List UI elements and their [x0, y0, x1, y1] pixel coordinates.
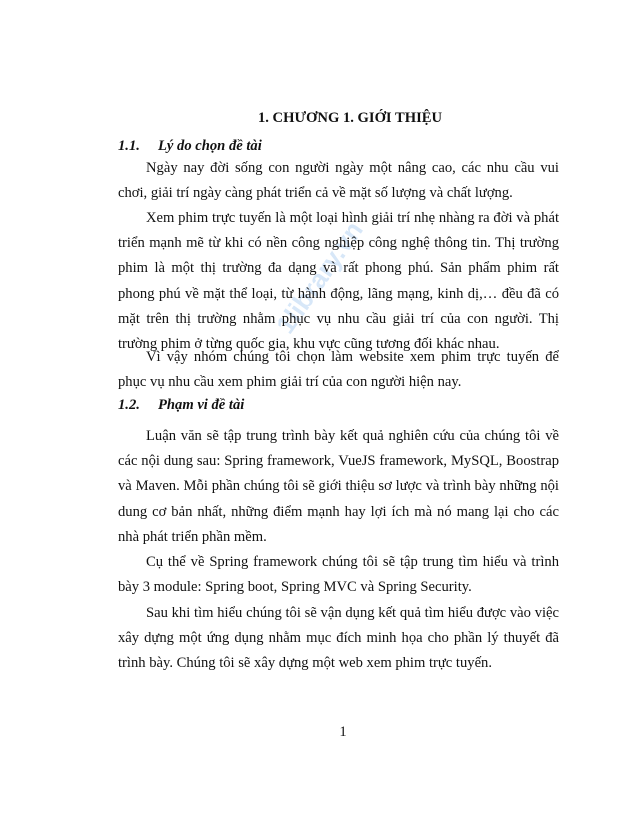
- section-title: Lý do chọn đề tài: [158, 138, 262, 154]
- section-heading-1-1: [118, 138, 262, 155]
- section-number: 1.2.: [118, 397, 140, 413]
- paragraph: Cụ thể về Spring framework chúng tôi sẽ tập trung tìm hiểu và trình bày 3 module: Spring boot, Spring MVC và Spring Security.: [118, 554, 559, 596]
- paragraph: Sau khi tìm hiểu chúng tôi sẽ vận dụng kết quả tìm hiểu được vào việc xây dựng một ứng dụng nhằm mục đích minh họa cho phần lý thuyết đã trình bày. Chúng tôi sẽ xây dựng một web xem phim trực tuyến.: [118, 605, 559, 672]
- paragraph: Luận văn sẽ tập trung trình bày kết quả nghiên cứu của chúng tôi về các nội dung sau: Spring framework, VueJS framework, MySQL, Boostrap và Maven. Mỗi phần chúng tôi sẽ giới thiệu sơ lược và trình bày những nội dung cơ bản nhất, những điểm mạnh hay lợi ích mà nó mang lại cho các nhà phát triển phần mềm.: [118, 428, 559, 545]
- paragraph: Ngày nay đời sống con người ngày một nâng cao, các nhu cầu vui chơi, giải trí ngày càng phát triển cả về mặt số lượng và chất lượng.: [118, 160, 559, 202]
- page-number: 1: [339, 724, 347, 740]
- paragraph: Vì vậy nhóm chúng tôi chọn làm website xem phim trực tuyến để phục vụ nhu cầu xem phim giải trí của con người hiện nay.: [118, 349, 559, 391]
- chapter-title: 1. CHƯƠNG 1. GIỚI THIỆU: [257, 110, 443, 126]
- paragraph: Xem phim trực tuyến là một loại hình giải trí nhẹ nhàng ra đời và phát triển mạnh mẽ từ khi có nền công nghiệp công nghệ thông tin. Thị trường phim là một thị trường đa dạng và rất phong phú. Sản phẩm phim rất phong phú về mặt thể loại, từ hành động, lãng mạng, kinh dị,… đều đã có mặt trên thị trường nhằm phục vụ nhu cầu giải trí của con người. Thị trường phim ở từng quốc gia, khu vực cũng tương đối khác nhau.: [118, 210, 559, 353]
- section-title: Phạm vi đề tài: [158, 397, 245, 413]
- section-heading-1-2: [118, 397, 244, 414]
- section-number: 1.1.: [118, 138, 140, 154]
- watermark: 1library.vn: [269, 215, 369, 339]
